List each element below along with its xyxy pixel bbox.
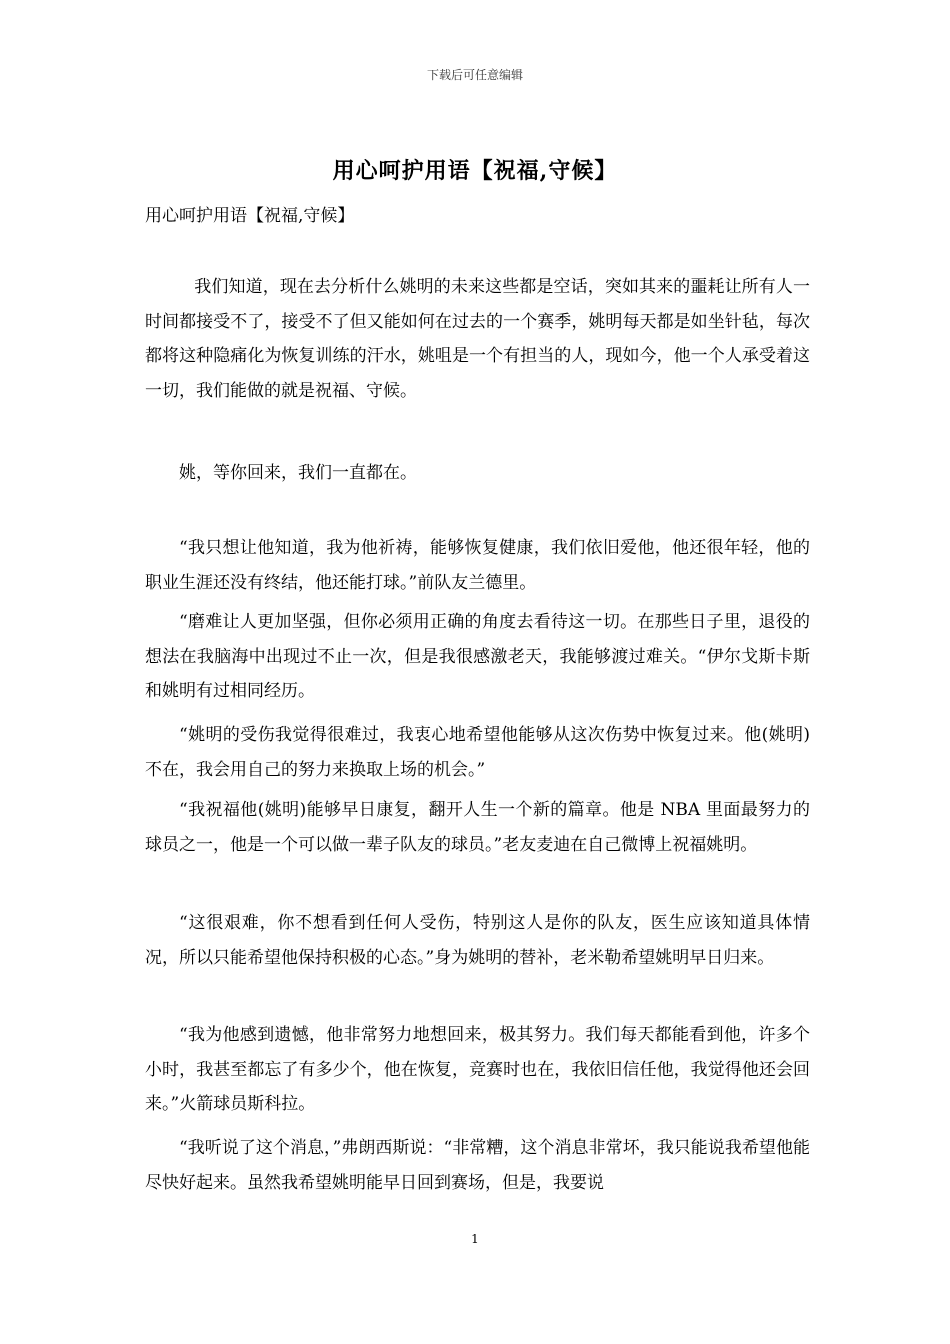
paragraph-quote-injury: “姚明的受伤我觉得很难过，我衷心地希望他能够从这次伤势中恢复过来。他(姚明)不在，我会用自己的努力来换取上场的机会。” <box>145 725 810 780</box>
page-header-note: 下载后可任意编辑 <box>426 68 523 82</box>
paragraph-quote-scola: “我为他感到遗憾，他非常努力地想回来，极其努力。我们每天都能看到他，许多个小时，我甚至都忘了有多少个，他在恢复，竞赛时也在，我依旧信任他，我觉得他还会回来。”火箭球员斯科拉。 <box>145 1025 810 1114</box>
paragraph-waiting: 姚，等你回来，我们一直都在。 <box>179 463 417 483</box>
paragraph-quote-ilgauskas: “磨难让人更加坚强，但你必须用正确的角度去看待这一切。在那些日子里，退役的想法在我脑海中出现过不止一次，但是我很感激老天，我能够渡过难关。“伊尔戈斯卡斯和姚明有过相同经历。 <box>145 612 810 701</box>
document-title: 用心呵护用语【祝福,守候】 <box>332 158 618 184</box>
paragraph-quote-landry: “我只想让他知道，我为他祈祷，能够恢复健康，我们依旧爱他，他还很年轻，他的职业生涯还没有终结，他还能打球。”前队友兰德里。 <box>145 538 810 593</box>
paragraph-quote-francis: “我听说了这个消息，”弗朗西斯说：“非常糟，这个消息非常坏，我只能说我希望他能尽快好起来。虽然我希望姚明能早日回到赛场，但是，我要说 <box>145 1138 810 1193</box>
paragraph-quote-mcgrady: “我祝福他(姚明)能够早日康复，翻开人生一个新的篇章。他是 NBA 里面最努力的球员之一，他是一个可以做一辈子队友的球员。”老友麦迪在自己微博上祝福姚明。 <box>145 800 810 855</box>
document-subtitle: 用心呵护用语【祝福,守候】 <box>145 206 355 226</box>
paragraph-intro: 我们知道，现在去分析什么姚明的未来这些都是空话，突如其来的噩耗让所有人一时间都接受不了，接受不了但又能如何在过去的一个赛季，姚明每天都是如坐针毡，每次都将这种隐痛化为恢复训练的汗水，姚咀是一个有担当的人，现如今，他一个人承受着这一切，我们能做的就是祝福、守候。 <box>145 277 810 401</box>
paragraph-quote-miller: “这很艰难，你不想看到任何人受伤，特别这人是你的队友，医生应该知道具体情况，所以只能希望他保持积极的心态。”身为姚明的替补，老米勒希望姚明早日归来。 <box>145 913 810 968</box>
page-number: 1 <box>471 1232 479 1246</box>
